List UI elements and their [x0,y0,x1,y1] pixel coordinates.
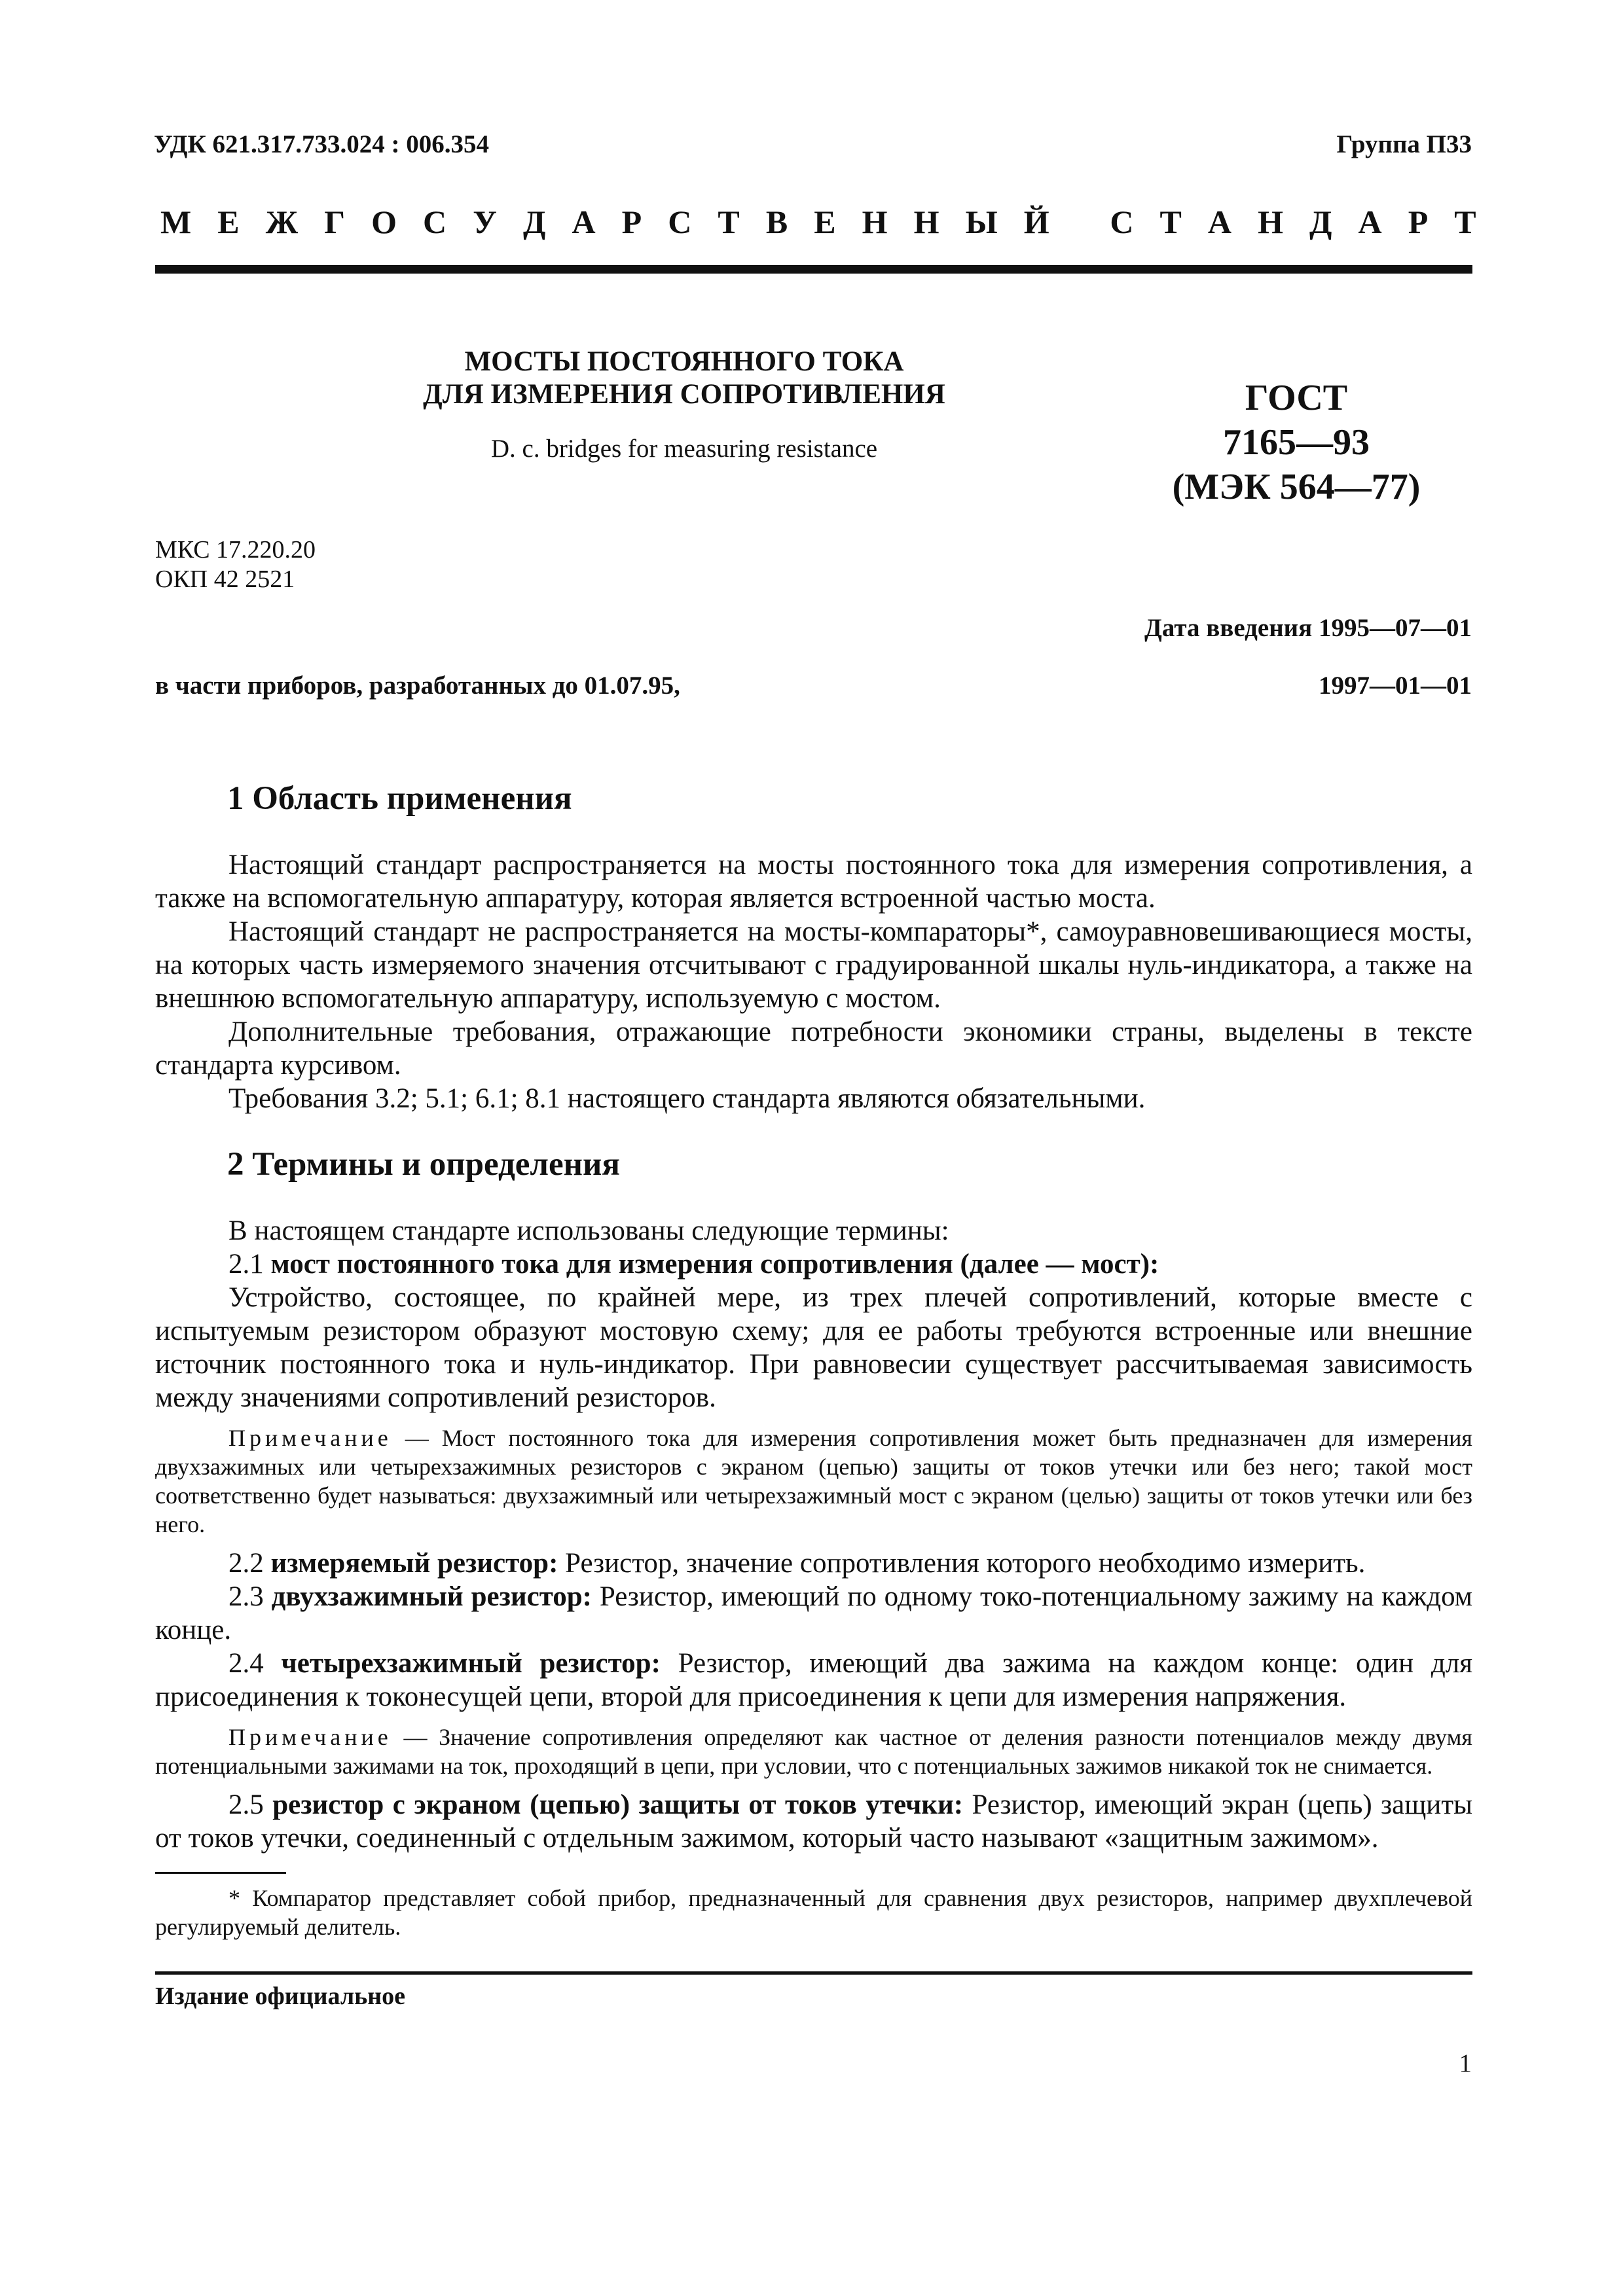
banner-letter: Г [324,204,346,240]
classification-codes [155,535,316,594]
term-name: мост постоянного тока для измерения сопротивления (далее — мост): [270,1249,1159,1280]
banner-letter: Т [1159,204,1182,240]
banner-word-gap [1076,203,1084,241]
note-label: Примечание [228,1724,392,1750]
footer-rule [155,1971,1472,1975]
term-2-2 [155,1547,1472,1580]
title-line-2: ДЛЯ ИЗМЕРЕНИЯ СОПРОТИВЛЕНИЯ [423,379,945,410]
term-number: 2.2 [228,1548,264,1579]
okp-code: ОКП 42 2521 [155,565,295,593]
paragraph: Настоящий стандарт не распространяется на мосты-компараторы*, самоуравновешивающиеся мосты, на которых часть измеряемого значения отсчитывают с градуированной шкалы нуль-индикатора, а также на внешнюю вспомогательную аппаратуру, используемую с мостом. [155,916,1472,1014]
note-text: — Мост постоянного тока для измерения сопротивления может быть предназначен для измерения двухзажимных или четырехзажимных резисторов с экраном (цепью) защиты от токов утечки или без него; такой мост соответственно будет называться: двухзажимный или четырехзажимный мост с экраном (целью) защиты от токов утечки или без него. [155,1425,1472,1537]
banner-letter: Н [913,204,939,240]
standard-banner [160,203,1476,241]
banner-letter: С [668,204,692,240]
term-2-1 [155,1247,1472,1281]
banner-letter: Ы [965,204,998,240]
gost-number: 7165—93 [1223,422,1370,463]
paragraph: Настоящий стандарт распространяется на мосты постоянного тока для измерения сопротивления, а также на вспомогательную аппаратуру, которая является встроенной частью моста. [155,850,1472,914]
group-code: Группа П33 [1336,130,1472,158]
term-name: резистор с экраном (цепью) защиты от токов утечки: [272,1789,964,1820]
section-1-heading: 1 Область применения [227,780,572,817]
banner-letter: Д [522,204,546,240]
gost-designation [1126,376,1467,509]
banner-letter: Р [621,204,642,240]
iec-number: (МЭК 564—77) [1172,467,1421,507]
banner-letter: М [160,204,192,240]
banner-letter: Т [718,204,740,240]
udk-code: УДК 621.317.733.024 : 006.354 [154,130,490,158]
term-name: двухзажимный резистор: [271,1581,593,1612]
paragraph: Требования 3.2; 5.1; 6.1; 8.1 настоящего стандарта являются обязательными. [228,1083,1146,1114]
footnote-rule [155,1872,286,1874]
banner-letter: Т [1454,204,1476,240]
title-line-1: МОСТЫ ПОСТОЯННОГО ТОКА [464,346,904,377]
term-name: измеряемый резистор: [270,1548,558,1579]
banner-letter: А [1207,204,1232,240]
banner-letter: О [371,204,397,240]
document-body [155,779,1472,1855]
gost-label: ГОСТ [1245,378,1348,418]
banner-letter: А [1358,204,1382,240]
banner-letter: Ж [265,204,299,240]
term-number: 2.4 [228,1648,264,1679]
partial-applicability-date: 1997—01—01 [1319,672,1472,700]
edition-label: Издание официальное [155,1982,406,2010]
note-label: Примечание [228,1425,392,1451]
page-number: 1 [1459,2049,1472,2077]
term-number: 2.5 [228,1789,264,1820]
banner-letter: Н [1258,204,1283,240]
banner-letter: Й [1023,204,1049,240]
banner-letter: С [423,204,447,240]
term-number: 2.1 [228,1249,264,1280]
paragraph: Дополнительные требования, отражающие потребности экономики страны, выделены в тексте стандарта курсивом. [155,1016,1472,1081]
footnote: * Компаратор представляет собой прибор, предназначенный для сравнения двух резисторов, например двухплечевой регулируемый делитель. [155,1885,1472,1940]
term-definition: Резистор, значение сопротивления которого необходимо измерить. [558,1548,1366,1579]
term-number: 2.3 [228,1581,264,1612]
title-block [236,346,1133,463]
introduction-date: Дата введения 1995—07—01 [1144,614,1472,642]
banner-letter: У [473,204,497,240]
mks-code: МКС 17.220.20 [155,536,316,564]
note [155,1723,1472,1780]
section-2-heading: 2 Термины и определения [227,1146,621,1183]
term-definition: Устройство, состоящее, по крайней мере, из трех плечей сопротивлений, которые вместе с испытуемым резистором образуют мостовую схему; для ее работы требуются встроенные или внешние источник постоянного тока и нуль-индикатор. При равновесии существует рассчитываемая зависимость между значениями сопротивлений резисторов. [155,1282,1472,1413]
term-definition: Резистор, имеющий по одному токо-потенциальному зажиму на каждом конце. [155,1581,1473,1645]
partial-applicability-label: в части приборов, разработанных до 01.07.95, [155,672,680,700]
term-definition: Резистор, имеющий экран (цепь) защиты от токов утечки, соединенный с отдельным зажимом, который часто называют «защитным зажимом». [155,1789,1472,1854]
paragraph: В настоящем стандарте использованы следующие термины: [228,1215,949,1246]
term-2-4 [155,1647,1472,1713]
banner-letter: Е [217,204,240,240]
banner-letter: С [1110,204,1134,240]
banner-letter: Е [814,204,836,240]
term-name: четырехзажимный резистор: [281,1648,661,1679]
note-text: — Значение сопротивления определяют как частное от деления разности потенциалов между двумя потенциальными зажимами на ток, проходящий в цепи, при условии, что с потенциальных зажимов никакой ток не снимается. [155,1724,1472,1779]
term-definition: Резистор, имеющий два зажима на каждом конце: один для присоединения к токонесущей цепи, второй для присоединения к цепи для измерения напряжения. [155,1648,1472,1712]
banner-letter: Н [862,204,888,240]
banner-letter: Р [1408,204,1429,240]
header-rule [155,265,1472,274]
term-2-3 [155,1580,1472,1647]
banner-letter: А [572,204,596,240]
banner-letter: В [765,204,788,240]
banner-letter: Д [1309,204,1332,240]
term-2-5 [155,1788,1472,1855]
note [155,1424,1472,1539]
english-title: D. c. bridges for measuring resistance [490,435,878,463]
